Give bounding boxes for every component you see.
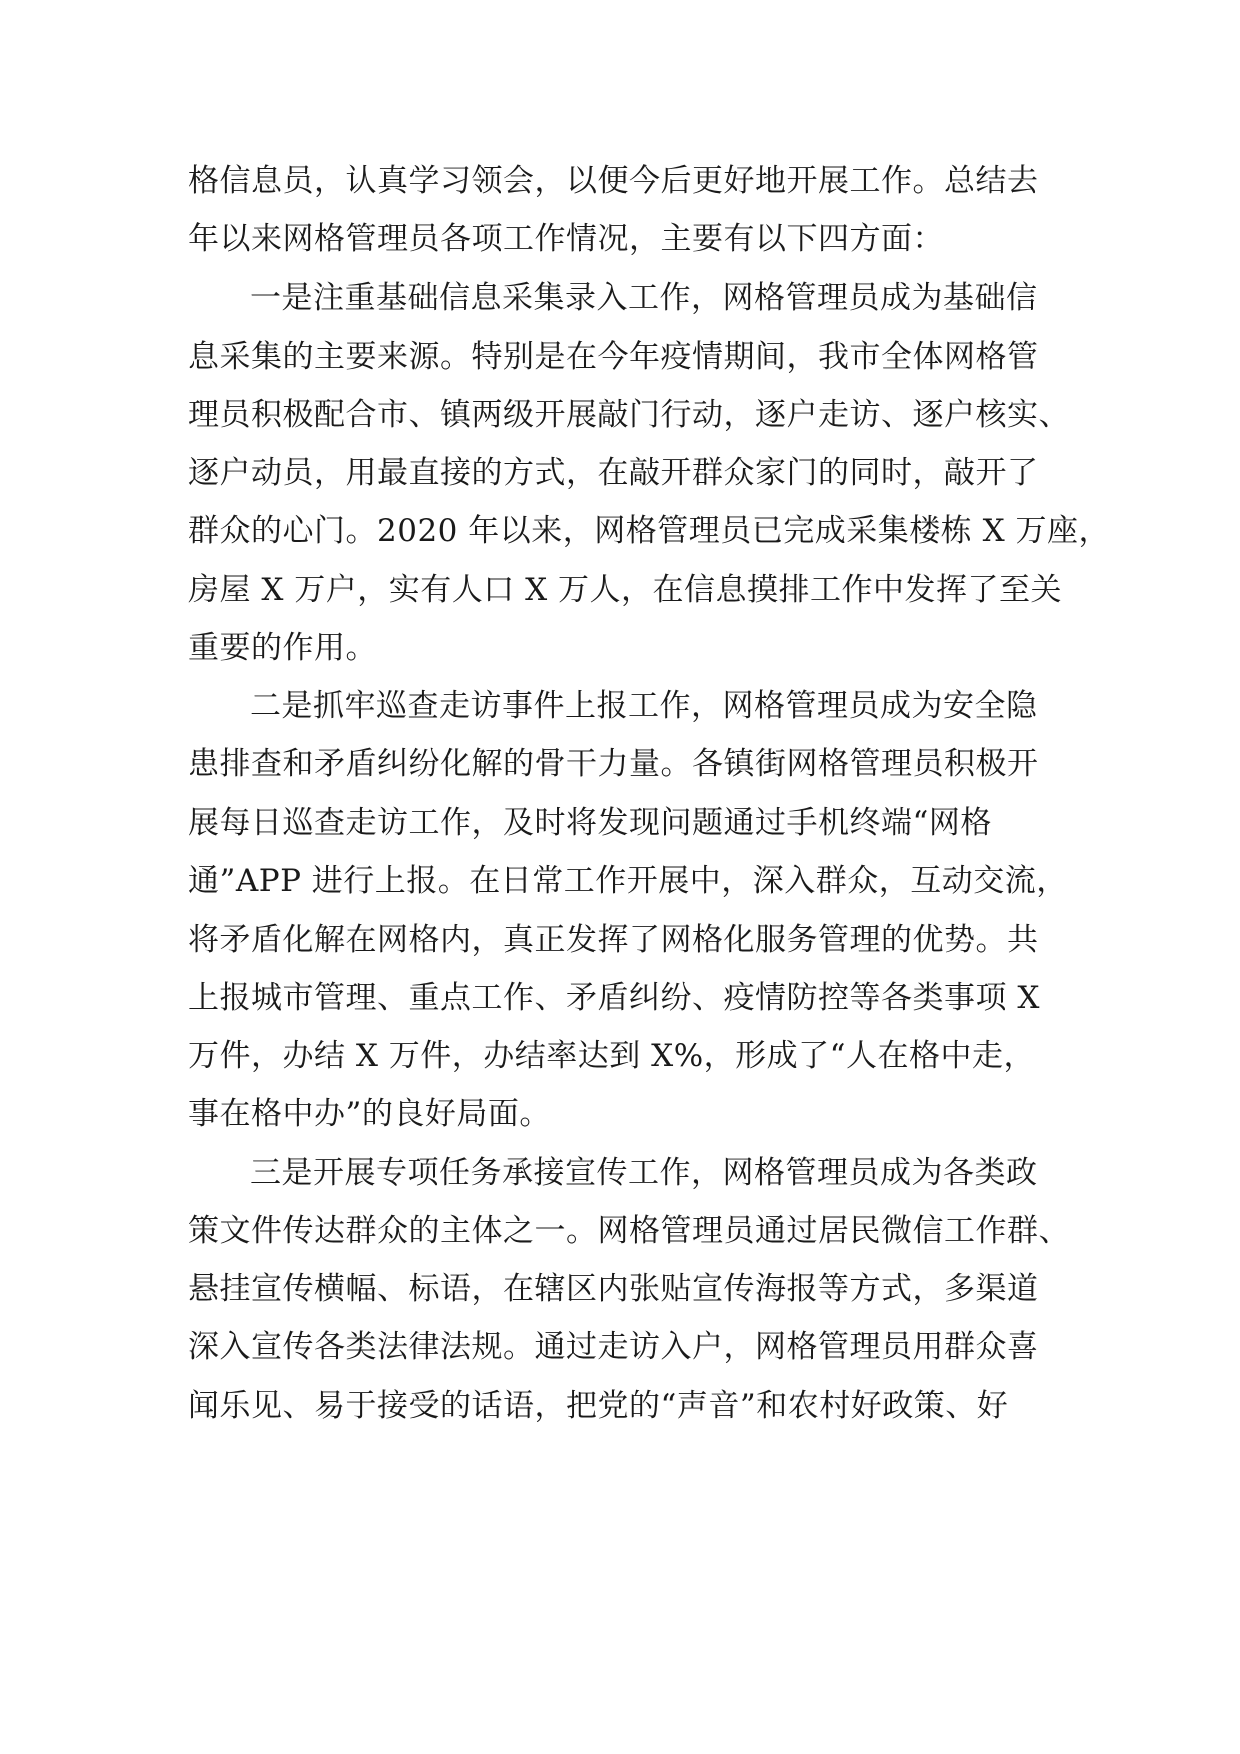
text-line: 展每日巡查走访工作，及时将发现问题通过手机终端“网格 bbox=[188, 805, 992, 841]
text-line: 闻乐见、易于接受的话语，把党的“声音”和农村好政策、好 bbox=[188, 1388, 1009, 1424]
text-line: 格信息员，认真学习领会，以便今后更好地开展工作。总结去 bbox=[188, 163, 1039, 199]
text-line: 深入宣传各类法律法规。通过走访入户，网格管理员用群众喜 bbox=[188, 1329, 1039, 1365]
text-line: 息采集的主要来源。特别是在今年疫情期间，我市全体网格管 bbox=[188, 339, 1039, 375]
text-line: 逐户动员，用最直接的方式，在敲开群众家门的同时，敲开了 bbox=[188, 455, 1039, 491]
text-line: 重要的作用。 bbox=[188, 630, 377, 666]
text-line: 通”APP 进行上报。在日常工作开展中，深入群众，互动交流， bbox=[188, 863, 1068, 899]
text-line: 患排查和矛盾纠纷化解的骨干力量。各镇街网格管理员积极开 bbox=[188, 746, 1039, 782]
text-line: 万件，办结 X 万件，办结率达到 X%，形成了“人在格中走， bbox=[188, 1038, 1036, 1074]
text-line: 将矛盾化解在网格内，真正发挥了网格化服务管理的优势。共 bbox=[188, 922, 1039, 958]
text-line: 年以来网格管理员各项工作情况，主要有以下四方面： bbox=[188, 221, 944, 257]
text-line: 上报城市管理、重点工作、矛盾纠纷、疫情防控等各类事项 X bbox=[188, 980, 1040, 1016]
text-line: 理员积极配合市、镇两级开展敲门行动，逐户走访、逐户核实、 bbox=[188, 397, 1070, 433]
text-line: 房屋 X 万户，实有人口 X 万人，在信息摸排工作中发挥了至关 bbox=[188, 572, 1063, 608]
text-line: 悬挂宣传横幅、标语，在辖区内张贴宣传海报等方式，多渠道 bbox=[188, 1271, 1039, 1307]
text-line: 群众的心门。2020 年以来，网格管理员已完成采集楼栋 X 万座， bbox=[188, 513, 1111, 549]
paragraph-1-first-line: 一是注重基础信息采集录入工作，网格管理员成为基础信 bbox=[250, 280, 1038, 316]
text-line: 事在格中办”的良好局面。 bbox=[188, 1096, 551, 1132]
paragraph-3-first-line: 三是开展专项任务承接宣传工作，网格管理员成为各类政 bbox=[250, 1155, 1038, 1191]
text-line: 策文件传达群众的主体之一。网格管理员通过居民微信工作群、 bbox=[188, 1213, 1070, 1249]
paragraph-2-first-line: 二是抓牢巡查走访事件上报工作，网格管理员成为安全隐 bbox=[250, 688, 1038, 724]
